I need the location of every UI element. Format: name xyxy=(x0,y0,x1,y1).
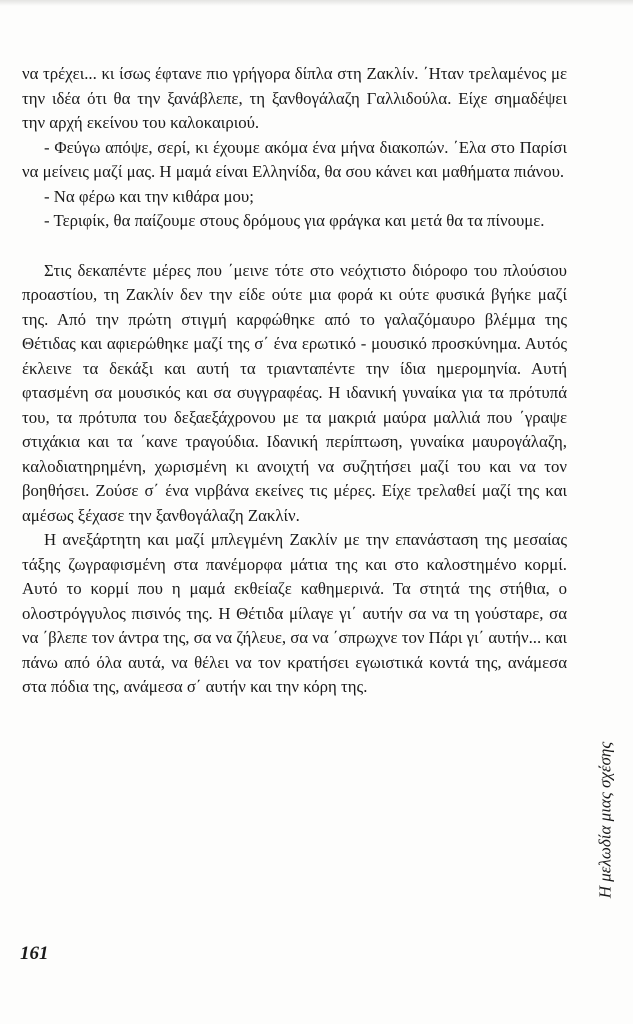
page-number: 161 xyxy=(20,943,49,964)
paragraph-continuation: να τρέχει... κι ίσως έφτανε πιο γρήγορα δίπλα στη Ζακλίν. ΄Ηταν τρελαμένος με την ιδέα ότι θα την ξανάβλεπε, τη ξανθογάλαζη Γαλλιδούλα. Είχε σημαδέψει την αρχή εκείνου του καλοκαιριού. xyxy=(22,64,567,132)
paragraph-new-section: Στις δεκαπέντε μέρες που ΄μεινε τότε στο νεόχτιστο διόροφο του πλούσιου προαστίου, τη Ζακλίν δεν την είδε ούτε μια φορά κι ούτε φυσικά βγήκε μαζί της. Από την πρώτη στιγμή καρφώθηκε από το γαλαζόμαυρο βλέμμα της Θέτιδας και αφιερώθηκε μαζί της σ΄ ένα ερωτικό - μουσικό προσκύνημα. Αυτός έκλεινε τα δεκάξι και αυτή τα τριανταπέντε την ίδια ημερομηνία. Αυτή φτασμένη σα μουσικός και σα συγγραφέας. Η ιδανική γυναίκα για τα πρότυπά του, τα πρότυπα του δεξαεξάχρονου με τα μακριά μαύρα μαλλιά που ΄γραψε στιχάκια και τα ΄κανε τραγούδια. Ιδανική περίπτωση, γυναίκα μαυρογάλαζη, καλοδιατηρημένη, χωρισμένη κι ανοιχτή να συζητήσει μαζί του και να τον βοηθήσει. Ζούσε σ΄ ένα νιρβάνα εκείνες τις μέρες. Είχε τρελαθεί μαζί της και αμέσως ξέχασε την ξανθογάλαζη Ζακλίν. xyxy=(22,260,567,525)
running-title-text: Η μελωδία μιας σχέσης xyxy=(595,741,614,899)
running-title xyxy=(590,690,620,950)
paragraph: Η ανεξάρτητη και μαζί μπλεγμένη Ζακλίν με την επανάσταση της μεσαίας τάξης ζωγραφισμένη στα πανέμορφα μάτια της και στο καλοστημένο κορμί. Αυτό το κορμί που η μαμά εκθείαζε καθημερινά. Τα στητά της στήθια, ο ολοστρόγγυλος πισινός της. Η Θέτιδα μίλαγε γι΄ αυτήν σα να τη γούσταρε, σα να ΄βλεπε τον άντρα της, σα να ζήλευε, σα να ΄σπρωχνε τον Πάρι γι΄ αυτήν... και πάνω από όλα αυτά, να θέλει να τον κρατήσει εγωιστικά κοντά της, ανάμεσα στα πόδια της, ανάμεσα σ΄ αυτήν και την κόρη της. xyxy=(22,530,567,696)
body-text xyxy=(22,62,567,700)
dialogue-line: - Να φέρω και την κιθάρα μου; xyxy=(44,186,254,206)
dialogue-line: - Φεύγω απόψε, σερί, κι έχουμε ακόμα ένα μήνα διακοπών. ΄Ελα στο Παρίσι να μείνεις μαζί μας. Η μαμά είναι Ελληνίδα, θα σου κάνει και μαθήματα πιάνου. xyxy=(22,137,567,181)
dialogue-line: - Τεριφίκ, θα παίζουμε στους δρόμους για φράγκα και μετά θα τα πίνουμε. xyxy=(44,211,545,230)
